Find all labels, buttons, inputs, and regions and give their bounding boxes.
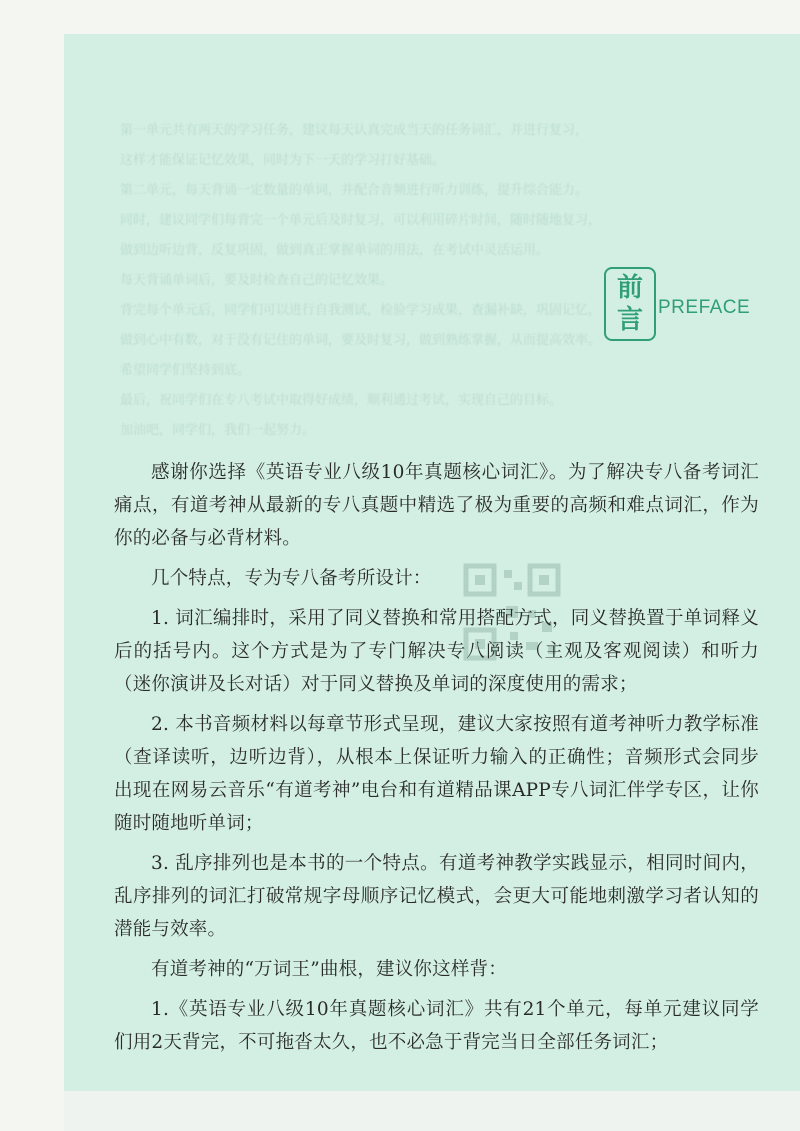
preface-cn-char-1: 前 — [616, 273, 643, 303]
paragraph-method-lead: 有道考神的“万词王”曲根，建议你这样背： — [151, 959, 507, 980]
paragraph-intro: 感谢你选择《英语专业八级10年真题核心词汇》。为了解决专八备考词汇痛点，有道考神从最新的专八真题中精选了极为重要的高频和难点词汇，作为你的必备与必背材料。 — [114, 462, 759, 549]
scan-margin — [64, 1091, 800, 1131]
preface-cn-box — [604, 267, 656, 341]
paragraph-feature-2: 2. 本书音频材料以每章节形式呈现，建议大家按照有道考神听力教学标准（查译读听，边听边背），从根本上保证听力输入的正确性；音频形式会同步出现在网易云音乐“有道考神”电台和有道精品课APP专八词汇伴学专区，让你随时随地听单词； — [114, 714, 759, 834]
paragraph-method-1: 1.《英语专业八级10年真题核心词汇》共有21个单元，每单元建议同学们用2天背完，不可拖沓太久，也不必急于背完当日全部任务词汇； — [114, 999, 759, 1053]
book-page — [64, 34, 800, 1091]
paragraph-feature-1: 1. 词汇编排时，采用了同义替换和常用搭配方式，同义替换置于单词释义后的括号内。这个方式是为了专门解决专八阅读（主观及客观阅读）和听力（迷你演讲及长对话）对于同义替换及单词的深度使用的需求； — [114, 608, 759, 695]
bleed-through-text: 第一单元共有两天的学习任务，建议每天认真完成当天的任务词汇，并进行复习， 这样才能保证记忆效果，同时为下一天的学习打好基础。 第二单元，每天背诵一定数量的单词，并配合音频进行听力训练，提升综合能力。 同时，建议同学们每背完一个单元后及时复习，可以利用碎片时间，随时随地复习， 做到边听边背，反复巩固，做到真正掌握单词的用法，在考试中灵活运用。 每天背诵单词后，要及时检查自己的记忆效果。 背完每个单元后，同学们可以进行自我测试，检验学习成果，查漏补缺，巩固记忆， 做到心中有数，对于没有记住的单词，要及时复习，做到熟练掌握，从而提高效率。 希望同学们坚持到底。 最后，祝同学们在专八考试中取得好成绩，顺利通过考试，实现自己的目标。 加油吧，同学们，我们一起努力。 — [120, 123, 602, 438]
paragraph-features-lead: 几个特点，专为专八备考所设计： — [151, 568, 432, 589]
preface-body — [114, 456, 759, 1066]
preface-heading — [604, 267, 750, 341]
preface-en-label: PREFACE — [658, 297, 751, 318]
paragraph-feature-3: 3. 乱序排列也是本书的一个特点。有道考神教学实践显示，相同时间内，乱序排列的词汇打破常规字母顺序记忆模式，会更大可能地刺激学习者认知的潜能与效率。 — [114, 853, 759, 940]
preface-cn-char-2: 言 — [616, 305, 643, 335]
